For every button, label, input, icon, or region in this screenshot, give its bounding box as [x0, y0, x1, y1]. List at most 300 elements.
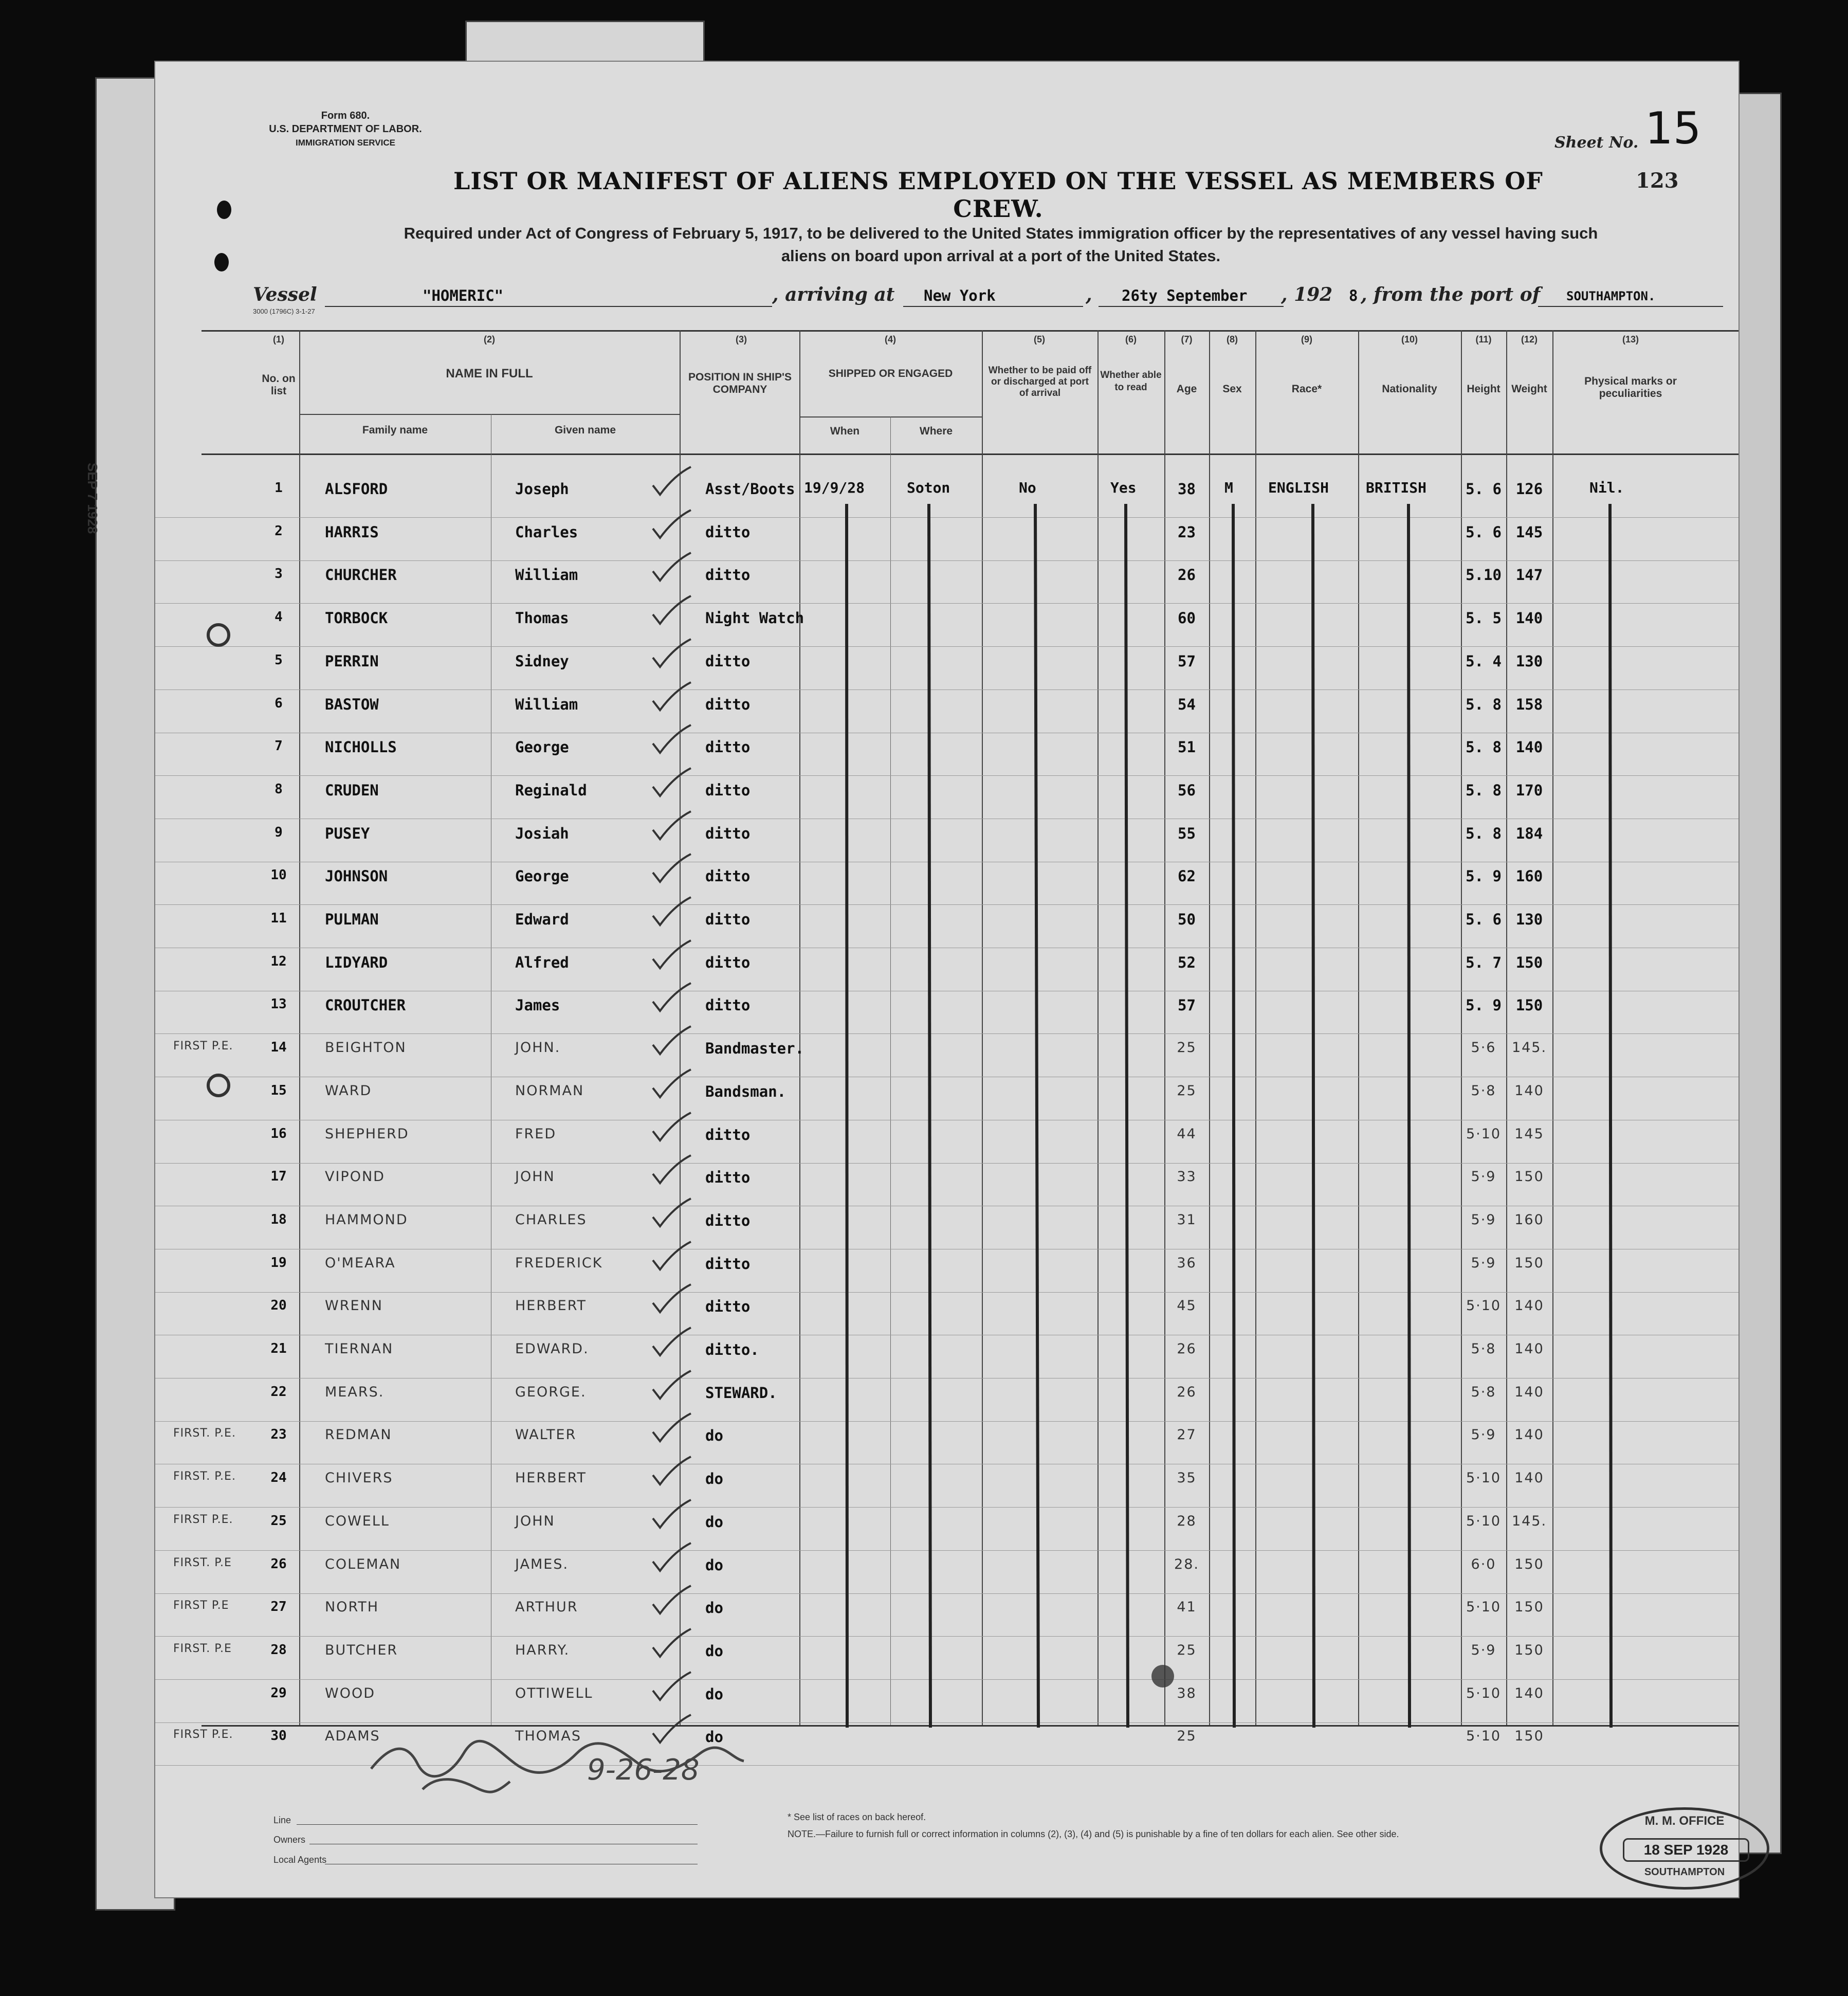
position: ditto: [705, 824, 751, 842]
header-position: POSITION IN SHIP'S COMPANY: [688, 371, 792, 395]
header-shipped: SHIPPED OR ENGAGED: [828, 368, 953, 379]
row-number: 5: [275, 652, 283, 668]
col-number: (5): [1034, 334, 1045, 344]
race-value: ENGLISH: [1268, 479, 1329, 496]
weight: 140: [1514, 1470, 1544, 1486]
header-name-in-full: NAME IN FULL: [446, 367, 533, 380]
row-number: 12: [270, 953, 287, 969]
given-name: Alfred: [515, 953, 569, 971]
given-name: Sidney: [515, 652, 569, 670]
ditto-stroke: [1408, 504, 1410, 1728]
age: 25: [1177, 1728, 1197, 1745]
given-name: FREDERICK: [515, 1255, 603, 1271]
family-name: COWELL: [325, 1513, 390, 1529]
row-number: 11: [270, 911, 287, 926]
header-where: Where: [919, 425, 953, 437]
given-name: OTTIWELL: [515, 1685, 593, 1701]
row-number: 27: [270, 1599, 287, 1615]
family-name: HAMMOND: [325, 1211, 408, 1228]
row-number: 24: [270, 1470, 287, 1486]
age: 26: [1177, 1384, 1197, 1400]
row-number: 15: [270, 1082, 287, 1098]
family-name: LIDYARD: [325, 953, 388, 971]
given-name: Reginald: [515, 781, 587, 799]
position: Asst/Boots: [705, 480, 795, 498]
row-margin-note: FIRST P.E.: [173, 1040, 233, 1053]
height: 5. 5: [1466, 609, 1502, 627]
height: 5. 6: [1466, 480, 1502, 498]
weight: 150: [1514, 1169, 1544, 1185]
family-name: PERRIN: [325, 652, 379, 670]
col-number: (7): [1181, 334, 1193, 344]
height: 5·6: [1471, 1040, 1496, 1056]
weight: 150: [1514, 1556, 1544, 1572]
height: 5·10: [1466, 1685, 1502, 1701]
col-number: (2): [484, 334, 495, 344]
weight: 184: [1515, 824, 1543, 842]
race-note: * See list of races on back hereof.: [788, 1812, 926, 1822]
footer-line-label: Line: [273, 1815, 291, 1825]
row-number: 23: [270, 1427, 287, 1443]
row-number: 9: [275, 824, 283, 840]
sheet-number-label: Sheet No.: [1554, 134, 1639, 152]
family-name: WARD: [325, 1082, 372, 1099]
header-age: Age: [1176, 383, 1197, 395]
weight: 160: [1515, 867, 1543, 885]
print-code: 3000 (1796C) 3-1-27: [253, 307, 315, 315]
header-height: Height: [1467, 383, 1501, 395]
position: do: [705, 1728, 723, 1746]
given-name: James: [515, 996, 560, 1014]
family-name: BUTCHER: [325, 1642, 398, 1658]
position: Night Watch: [705, 609, 804, 627]
age: 44: [1177, 1126, 1197, 1142]
weight: 140: [1514, 1298, 1544, 1314]
position: Bandmaster.: [705, 1040, 804, 1058]
age: 26: [1178, 566, 1196, 584]
age: 57: [1178, 996, 1196, 1014]
height: 5. 6: [1466, 523, 1502, 541]
weight: 140: [1514, 1685, 1544, 1701]
penalty-note: NOTE.—Failure to furnish full or correct information in columns (2), (3), (4) and (5) is punishable by a fine of ten dollars for each alien. See other side.: [788, 1829, 1399, 1839]
col-number: (12): [1521, 334, 1538, 344]
age: 54: [1178, 695, 1196, 713]
weight: 140: [1514, 1082, 1544, 1099]
ditto-stroke: [1035, 504, 1038, 1728]
family-name: CHIVERS: [325, 1470, 393, 1486]
row-number: 10: [270, 867, 287, 883]
position: ditto: [705, 695, 751, 713]
service: IMMIGRATION SERVICE: [296, 138, 395, 148]
arriving-label: , arriving at: [772, 284, 895, 305]
subtitle-line-1: Required under Act of Congress of February 5, 1917, to be delivered to the United States immigration officer by the representatives of any vessel having such: [404, 224, 1598, 242]
height: 5·9: [1471, 1427, 1496, 1443]
header-nationality: Nationality: [1382, 383, 1437, 395]
weight: 145: [1515, 523, 1543, 541]
given-name: FRED: [515, 1126, 557, 1142]
year-digit: 8: [1349, 287, 1358, 304]
row-number: 16: [270, 1126, 287, 1141]
able-to-read-value: Yes: [1110, 479, 1137, 496]
from-port: SOUTHAMPTON.: [1566, 289, 1656, 303]
row-number: 21: [270, 1341, 287, 1356]
stamp-bottom-text: SOUTHAMPTON: [1644, 1866, 1725, 1878]
position: ditto: [705, 738, 751, 756]
paid-off-value: No: [1019, 479, 1036, 496]
family-name: O'MEARA: [325, 1255, 396, 1271]
age: 25: [1177, 1040, 1197, 1056]
row-number: 8: [275, 781, 283, 797]
weight: 147: [1515, 566, 1543, 584]
family-name: ADAMS: [325, 1728, 380, 1745]
given-name: George: [515, 867, 569, 885]
given-name: WALTER: [515, 1427, 577, 1443]
row-number: 30: [270, 1728, 287, 1744]
position: ditto: [705, 566, 751, 584]
header-paid-off: Whether to be paid off or discharged at port of arrival: [988, 365, 1092, 398]
position: ditto: [705, 1255, 751, 1273]
given-name: Joseph: [515, 480, 569, 498]
family-name: BASTOW: [325, 695, 379, 713]
height: 5. 8: [1466, 824, 1502, 842]
row-number: 17: [270, 1169, 287, 1185]
family-name: NORTH: [325, 1599, 379, 1616]
row-margin-note: FIRST P.E.: [173, 1728, 233, 1741]
row-number: 18: [270, 1211, 287, 1227]
family-name: VIPOND: [325, 1169, 385, 1185]
header-no-on-list: No. on list: [262, 373, 296, 397]
position: do: [705, 1556, 723, 1574]
age: 57: [1178, 652, 1196, 670]
weight: 140: [1514, 1427, 1544, 1443]
date-comma: ,: [1086, 284, 1092, 305]
col-number: (6): [1125, 334, 1137, 344]
weight: 150: [1514, 1599, 1544, 1616]
binder-hole: [217, 201, 231, 219]
height: 5·9: [1471, 1255, 1496, 1271]
position: do: [705, 1513, 723, 1531]
weight: 140: [1515, 609, 1543, 627]
row-number: 25: [270, 1513, 287, 1529]
height: 5·9: [1471, 1211, 1496, 1228]
given-name: Charles: [515, 523, 578, 541]
page-number: 123: [1636, 169, 1679, 193]
position: do: [705, 1470, 723, 1488]
header-race: Race*: [1291, 383, 1322, 395]
family-name: ALSFORD: [325, 480, 388, 498]
ditto-stroke: [929, 504, 930, 1728]
department: U.S. DEPARTMENT OF LABOR.: [269, 123, 422, 135]
row-margin-note: FIRST P.E.: [173, 1513, 233, 1526]
manifest-page: [154, 61, 1740, 1898]
row-number: 2: [275, 523, 283, 539]
weight: 150: [1515, 953, 1543, 971]
height: 5·10: [1466, 1513, 1502, 1529]
family-name: JOHNSON: [325, 867, 388, 885]
age: 35: [1177, 1470, 1197, 1486]
col-number: (10): [1401, 334, 1418, 344]
row-margin-note: FIRST. P.E: [173, 1642, 232, 1655]
header-family-name: Family name: [362, 424, 428, 436]
family-name: WRENN: [325, 1298, 383, 1314]
given-name: JOHN: [515, 1169, 555, 1185]
form-number: Form 680.: [321, 110, 370, 121]
height: 5·10: [1466, 1126, 1502, 1142]
height: 5·10: [1466, 1728, 1502, 1745]
position: Bandsman.: [705, 1082, 786, 1100]
position: ditto: [705, 1126, 751, 1144]
row-number: 13: [270, 996, 287, 1012]
weight: 150: [1514, 1255, 1544, 1271]
height: 5. 9: [1466, 867, 1502, 885]
given-name: HERBERT: [515, 1298, 587, 1314]
given-name: JOHN.: [515, 1040, 561, 1056]
family-name: PULMAN: [325, 911, 379, 928]
weight: 140: [1514, 1341, 1544, 1357]
row-number: 1: [275, 480, 283, 496]
given-name: NORMAN: [515, 1082, 584, 1099]
given-name: EDWARD.: [515, 1341, 589, 1357]
given-name: HARRY.: [515, 1642, 570, 1658]
manifest-title: LIST OR MANIFEST OF ALIENS EMPLOYED ON THE VESSEL AS MEMBERS OF CREW.: [453, 167, 1543, 223]
header-given-name: Given name: [554, 424, 616, 436]
shipped-when: 19/9/28: [804, 479, 865, 496]
row-number: 6: [275, 695, 283, 711]
age: 38: [1178, 480, 1196, 498]
family-name: PUSEY: [325, 824, 370, 842]
header-able-to-read: Whether able to read: [1100, 370, 1162, 393]
weight: 130: [1515, 911, 1543, 928]
family-name: HARRIS: [325, 523, 379, 541]
age: 23: [1178, 523, 1196, 541]
given-name: JOHN: [515, 1513, 555, 1529]
weight: 145: [1514, 1126, 1544, 1142]
given-name: JAMES.: [515, 1556, 569, 1572]
position: ditto: [705, 1169, 751, 1187]
ditto-strokes: [155, 62, 1739, 1897]
age: 52: [1178, 953, 1196, 971]
row-margin-note: FIRST. P.E.: [173, 1470, 236, 1483]
family-name: MEARS.: [325, 1384, 385, 1400]
header-physical-marks: Physical marks or peculiarities: [1584, 375, 1677, 400]
header-weight: Weight: [1511, 383, 1547, 395]
weight: 150: [1514, 1728, 1544, 1745]
row-number: 3: [275, 566, 283, 582]
weight: 140: [1515, 738, 1543, 756]
from-port-label: , from the port of: [1361, 284, 1541, 305]
weight: 140: [1514, 1384, 1544, 1400]
ditto-stroke: [1233, 504, 1234, 1728]
position: ditto: [705, 911, 751, 928]
binder-hole: [214, 253, 229, 271]
age: 25: [1177, 1642, 1197, 1658]
position: ditto: [705, 996, 751, 1014]
weight: 170: [1515, 781, 1543, 799]
inspector-date: 9-26-28: [587, 1753, 700, 1787]
position: ditto: [705, 867, 751, 885]
age: 50: [1178, 911, 1196, 928]
family-name: WOOD: [325, 1685, 375, 1701]
family-name: CRUDEN: [325, 781, 379, 799]
mm-office-stamp: [1600, 1807, 1769, 1890]
year-prefix: , 192: [1281, 284, 1333, 305]
position: ditto: [705, 523, 751, 541]
family-name: TORBOCK: [325, 609, 388, 627]
stamp-date: 18 SEP 1928: [1623, 1838, 1749, 1862]
weight: 160: [1514, 1211, 1544, 1228]
weight: 145.: [1511, 1513, 1547, 1529]
header-sex: Sex: [1222, 383, 1242, 395]
family-name: NICHOLLS: [325, 738, 397, 756]
position: do: [705, 1427, 723, 1445]
height: 5. 8: [1466, 738, 1502, 756]
col-number: (8): [1227, 334, 1238, 344]
age: 51: [1178, 738, 1196, 756]
row-number: 19: [270, 1255, 287, 1271]
footer-agents-label: Local Agents: [273, 1855, 327, 1865]
sheet-number: 15: [1645, 103, 1701, 154]
age: 33: [1177, 1169, 1197, 1185]
position: do: [705, 1685, 723, 1703]
height: 5·10: [1466, 1470, 1502, 1486]
height: 5·8: [1471, 1384, 1496, 1400]
height: 5. 6: [1466, 911, 1502, 928]
shipped-where: Soton: [907, 479, 950, 496]
physical-marks-value: Nil.: [1589, 479, 1624, 496]
col-number: (4): [885, 334, 896, 344]
position: ditto.: [705, 1341, 759, 1358]
given-name: HERBERT: [515, 1470, 587, 1486]
height: 5. 7: [1466, 953, 1502, 971]
row-margin-note: FIRST. P.E: [173, 1556, 232, 1569]
family-name: CHURCHER: [325, 566, 397, 584]
weight: 145.: [1511, 1040, 1547, 1056]
height: 5. 9: [1466, 996, 1502, 1014]
ditto-stroke: [1610, 504, 1611, 1728]
col-number: (13): [1622, 334, 1639, 344]
height: 5·9: [1471, 1169, 1496, 1185]
nationality-value: BRITISH: [1366, 479, 1427, 496]
position: ditto: [705, 1298, 751, 1316]
footer-owners-label: Owners: [273, 1835, 306, 1845]
age: 27: [1177, 1427, 1197, 1443]
height: 6·0: [1471, 1556, 1496, 1572]
position: ditto: [705, 1211, 751, 1229]
weight: 150: [1514, 1642, 1544, 1658]
height: 5. 8: [1466, 695, 1502, 713]
given-name: ARTHUR: [515, 1599, 578, 1616]
height: 5·10: [1466, 1298, 1502, 1314]
subtitle-line-2: aliens on board upon arrival at a port of the United States.: [781, 247, 1221, 265]
age: 41: [1177, 1599, 1197, 1616]
age: 26: [1177, 1341, 1197, 1357]
arrival-date: 26ty September: [1122, 287, 1248, 304]
age: 55: [1178, 824, 1196, 842]
given-name: Edward: [515, 911, 569, 928]
given-name: THOMAS: [515, 1728, 581, 1745]
position: ditto: [705, 953, 751, 971]
row-margin-note: FIRST. P.E.: [173, 1427, 236, 1440]
height: 5. 8: [1466, 781, 1502, 799]
weight: 130: [1515, 652, 1543, 670]
given-name: William: [515, 566, 578, 584]
row-number: 14: [270, 1040, 287, 1056]
weight: 150: [1515, 996, 1543, 1014]
height: 5.10: [1466, 566, 1502, 584]
row-margin-note: FIRST P.E: [173, 1599, 229, 1612]
row-number: 4: [275, 609, 283, 625]
weight: 158: [1515, 695, 1543, 713]
vessel-name: "HOMERIC": [423, 287, 504, 304]
given-name: George: [515, 738, 569, 756]
col-number: (3): [736, 334, 747, 344]
header-when: When: [830, 425, 860, 437]
height: 5·8: [1471, 1341, 1496, 1357]
age: 62: [1178, 867, 1196, 885]
given-name: CHARLES: [515, 1211, 587, 1228]
height: 5·10: [1466, 1599, 1502, 1616]
given-name: GEORGE.: [515, 1384, 587, 1400]
margin-date-stamp: SEP 7 1928: [85, 463, 100, 534]
col-number: (11): [1475, 334, 1492, 344]
row-number: 7: [275, 738, 283, 754]
position: ditto: [705, 781, 751, 799]
age: 45: [1177, 1298, 1197, 1314]
stamp-top-text: M. M. OFFICE: [1644, 1814, 1725, 1828]
family-name: COLEMAN: [325, 1556, 401, 1572]
age: 56: [1178, 781, 1196, 799]
given-name: Josiah: [515, 824, 569, 842]
given-name: William: [515, 695, 578, 713]
height: 5·9: [1471, 1642, 1496, 1658]
family-name: SHEPHERD: [325, 1126, 409, 1142]
ditto-stroke: [1313, 504, 1314, 1728]
row-number: 26: [270, 1556, 287, 1572]
sex-value: M: [1224, 479, 1233, 496]
family-name: BEIGHTON: [325, 1040, 407, 1056]
age: 38: [1177, 1685, 1197, 1701]
row-number: 28: [270, 1642, 287, 1658]
row-number: 29: [270, 1685, 287, 1701]
vessel-label: Vessel: [253, 284, 317, 305]
family-name: TIERNAN: [325, 1341, 394, 1357]
arrival-port: New York: [924, 287, 996, 304]
position: do: [705, 1642, 723, 1660]
ink-blot: [1151, 1665, 1174, 1687]
col-number: (9): [1301, 334, 1312, 344]
row-number: 20: [270, 1298, 287, 1314]
age: 60: [1178, 609, 1196, 627]
position: ditto: [705, 652, 751, 670]
height: 5·8: [1471, 1082, 1496, 1099]
given-name: Thomas: [515, 609, 569, 627]
row-number: 22: [270, 1384, 287, 1400]
position: STEWARD.: [705, 1384, 777, 1402]
position: do: [705, 1599, 723, 1617]
weight: 126: [1515, 480, 1543, 498]
col-number: (1): [273, 334, 284, 344]
age: 28: [1177, 1513, 1197, 1529]
age: 25: [1177, 1082, 1197, 1099]
family-name: CROUTCHER: [325, 996, 406, 1014]
footer-line-rule: [297, 1824, 698, 1825]
height: 5. 4: [1466, 652, 1502, 670]
binder-hole: [207, 1074, 230, 1097]
age: 28.: [1174, 1556, 1199, 1572]
family-name: REDMAN: [325, 1427, 392, 1443]
ditto-stroke: [1126, 504, 1128, 1728]
binder-hole: [207, 623, 230, 647]
